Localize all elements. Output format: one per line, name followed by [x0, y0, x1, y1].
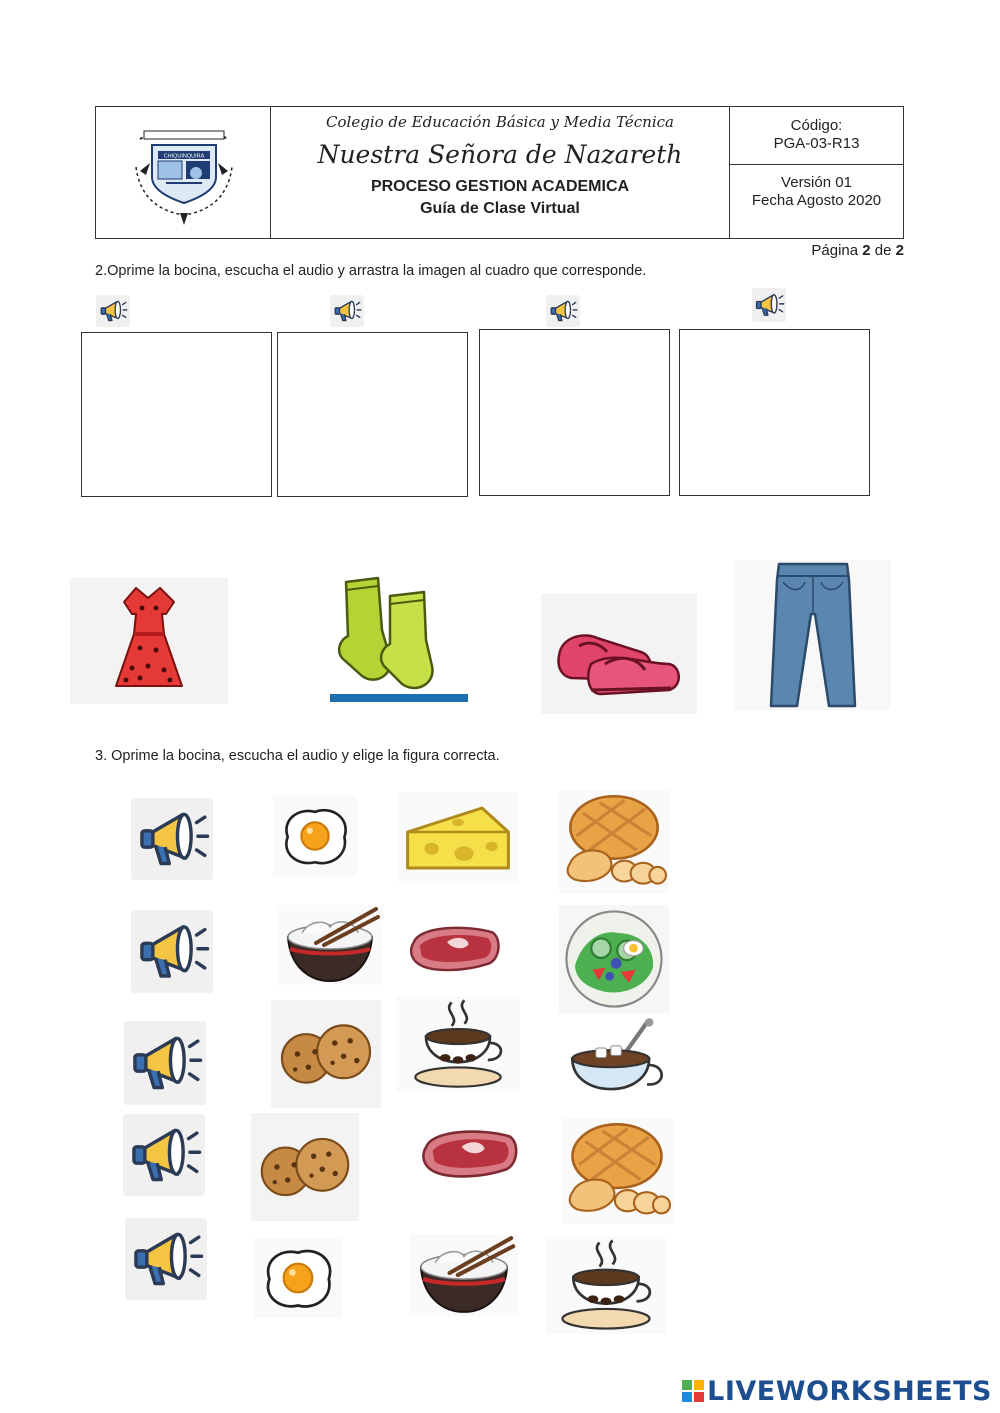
jeans-icon [735, 560, 891, 710]
megaphone-icon [124, 1021, 206, 1105]
audio-button-ex3-row5[interactable] [125, 1218, 207, 1300]
shoes-icon [541, 594, 697, 714]
megaphone-icon [96, 295, 130, 327]
brand-name: LIVEWORKSHEETS [707, 1376, 992, 1407]
liveworksheets-logo-icon [682, 1380, 704, 1402]
option-row5-rice[interactable] [410, 1234, 518, 1316]
option-row2-salad[interactable] [559, 905, 669, 1013]
bread-icon [559, 790, 669, 894]
drop-box-3[interactable] [479, 329, 670, 496]
hot-chocolate-icon [559, 1016, 671, 1112]
socks-icon [328, 574, 468, 704]
option-row5-egg[interactable] [254, 1238, 342, 1318]
megaphone-icon [131, 910, 213, 993]
dress-icon [70, 578, 228, 704]
process-title: PROCESO GESTION ACADEMICA [370, 178, 630, 195]
document-info-cell [730, 107, 903, 238]
header-table [95, 106, 904, 239]
audio-button-ex2-3[interactable] [546, 295, 580, 327]
logo-cell [96, 107, 271, 238]
megaphone-icon [131, 798, 213, 880]
drop-box-2[interactable] [277, 332, 468, 497]
bread-icon [561, 1118, 673, 1224]
coffee-cup-icon [546, 1236, 666, 1334]
option-row4-meat[interactable] [418, 1120, 522, 1186]
school-name-line1: Colegio de Educación Básica y Media Técnica [326, 113, 674, 131]
audio-button-ex2-1[interactable] [96, 295, 130, 327]
code-label: Código: [790, 117, 843, 134]
option-row3-coffee[interactable] [396, 996, 520, 1092]
cookies-icon [271, 1000, 381, 1108]
option-row2-rice[interactable] [277, 905, 383, 985]
fried-egg-icon [273, 795, 357, 877]
school-name-line2: Nuestra Señora de Nazareth [317, 140, 683, 169]
audio-button-ex2-2[interactable] [330, 295, 364, 327]
audio-button-ex2-4[interactable] [752, 288, 786, 322]
salad-icon [559, 905, 669, 1013]
cookies-icon [251, 1113, 359, 1221]
coffee-cup-icon [396, 996, 520, 1092]
page-indicator: Página 2 de 2 [811, 242, 904, 259]
option-row1-bread[interactable] [559, 790, 669, 894]
drop-box-1[interactable] [81, 332, 272, 497]
exercise2-instruction: 2.Oprime la bocina, escucha el audio y arrastra la imagen al cuadro que corresponde. [95, 263, 647, 279]
megaphone-icon [546, 295, 580, 327]
cheese-icon [398, 792, 518, 884]
draggable-shoes[interactable] [541, 594, 697, 714]
audio-button-ex3-row3[interactable] [124, 1021, 206, 1105]
audio-button-ex3-row4[interactable] [123, 1114, 205, 1196]
audio-button-ex3-row2[interactable] [131, 910, 213, 993]
exercise3-instruction: 3. Oprime la bocina, escucha el audio y elige la figura correcta. [95, 748, 500, 764]
option-row1-cheese[interactable] [398, 792, 518, 884]
rice-bowl-icon [410, 1234, 518, 1316]
liveworksheets-brand[interactable] [682, 1376, 992, 1407]
guide-title: Guía de Clase Virtual [420, 200, 580, 217]
megaphone-icon [123, 1114, 205, 1196]
school-crest-logo [96, 107, 271, 238]
steak-icon [418, 1120, 522, 1186]
logo-text: CHIQUINQUIRA [163, 153, 205, 160]
option-row5-coffee[interactable] [546, 1236, 666, 1334]
school-title-cell [271, 107, 730, 238]
option-row4-cookies[interactable] [251, 1113, 359, 1221]
option-row1-egg[interactable] [273, 795, 357, 877]
version-text: Versión 01 [781, 174, 852, 191]
info-divider [730, 164, 903, 165]
drop-box-4[interactable] [679, 329, 870, 496]
megaphone-icon [125, 1218, 207, 1300]
steak-icon [406, 914, 504, 982]
code-value: PGA-03-R13 [773, 135, 860, 152]
option-row4-bread[interactable] [561, 1118, 673, 1224]
option-row2-meat[interactable] [406, 914, 504, 982]
fried-egg-icon [254, 1238, 342, 1318]
draggable-socks[interactable] [328, 574, 468, 704]
date-text: Fecha Agosto 2020 [751, 192, 882, 209]
audio-button-ex3-row1[interactable] [131, 798, 213, 880]
option-row3-hot-chocolate[interactable] [559, 1016, 671, 1112]
megaphone-icon [752, 288, 786, 322]
megaphone-icon [330, 295, 364, 327]
option-row3-cookies[interactable] [271, 1000, 381, 1108]
rice-bowl-icon [277, 905, 383, 985]
draggable-dress[interactable] [70, 578, 228, 704]
draggable-jeans[interactable] [735, 560, 891, 710]
